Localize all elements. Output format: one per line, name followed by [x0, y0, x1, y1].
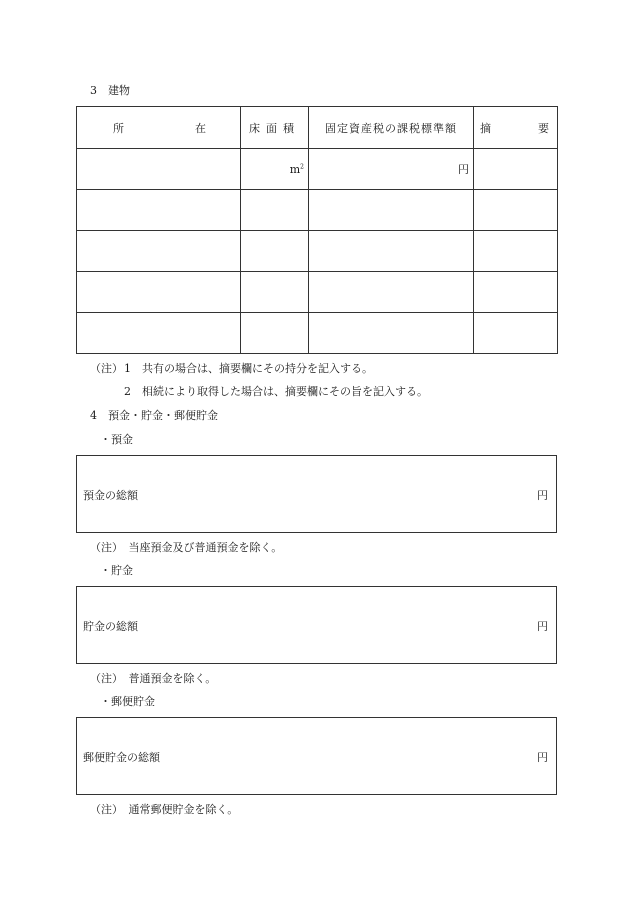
tax-value-cell[interactable]: [309, 190, 474, 231]
floor-area-cell[interactable]: [241, 190, 309, 231]
header-location-a: 所: [113, 121, 124, 135]
remarks-cell[interactable]: [474, 313, 558, 354]
remarks-cell[interactable]: [474, 272, 558, 313]
note-inheritance: 2 相続により取得した場合は、摘要欄にその旨を記入する。: [124, 385, 428, 398]
deposit-note: （注） 当座預金及び普通預金を除く。: [90, 541, 283, 554]
header-floor-area: 床面積: [241, 107, 309, 149]
tax-value-cell[interactable]: [309, 313, 474, 354]
table-row: [77, 149, 558, 190]
tax-value-cell[interactable]: [309, 231, 474, 272]
savings-total-label: 貯金の総額: [83, 620, 138, 633]
section-4-title: 4 預金・貯金・郵便貯金: [90, 409, 218, 422]
note-shared-ownership: 1 共有の場合は、摘要欄にその持分を記入する。: [124, 362, 373, 375]
deposit-total-label: 預金の総額: [83, 489, 138, 502]
floor-area-cell[interactable]: [241, 231, 309, 272]
remarks-cell[interactable]: [474, 149, 558, 190]
note-prefix: （注）: [90, 362, 123, 375]
table-row: [77, 190, 558, 231]
deposit-yen-unit: 円: [537, 489, 548, 502]
header-remarks-a: 摘: [480, 121, 491, 135]
header-remarks-b: 要: [538, 121, 549, 135]
header-remarks: [474, 107, 558, 149]
table-row: [77, 231, 558, 272]
location-cell[interactable]: [77, 313, 241, 354]
location-cell[interactable]: [77, 190, 241, 231]
savings-note: （注） 普通預金を除く。: [90, 672, 217, 685]
floor-area-cell[interactable]: [241, 313, 309, 354]
remarks-cell[interactable]: [474, 231, 558, 272]
tax-value-cell[interactable]: [309, 272, 474, 313]
postal-savings-box[interactable]: [76, 717, 557, 795]
savings-bullet: ・貯金: [100, 564, 133, 577]
savings-box[interactable]: [76, 586, 557, 664]
yen-unit: 円: [458, 163, 469, 176]
postal-savings-total-label: 郵便貯金の総額: [83, 751, 160, 764]
savings-yen-unit: 円: [537, 620, 548, 633]
table-row: [77, 313, 558, 354]
header-location-b: 在: [195, 121, 206, 135]
header-location: [77, 107, 241, 149]
area-unit: $m^2$: [289, 162, 304, 176]
location-cell[interactable]: [77, 231, 241, 272]
building-table: [76, 106, 558, 354]
location-cell[interactable]: [77, 272, 241, 313]
remarks-cell[interactable]: [474, 190, 558, 231]
postal-savings-bullet: ・郵便貯金: [100, 695, 155, 708]
location-cell[interactable]: [77, 149, 241, 190]
deposit-bullet: ・預金: [100, 433, 133, 446]
deposit-box[interactable]: [76, 455, 557, 533]
floor-area-cell[interactable]: [241, 149, 309, 190]
tax-value-cell[interactable]: [309, 149, 474, 190]
floor-area-cell[interactable]: [241, 272, 309, 313]
building-table-header-row: [77, 107, 558, 149]
postal-savings-note: （注） 通常郵便貯金を除く。: [90, 803, 239, 816]
postal-savings-yen-unit: 円: [537, 751, 548, 764]
section-3-title: 3 建物: [90, 84, 130, 97]
table-row: [77, 272, 558, 313]
header-tax-value: 固定資産税の課税標準額: [309, 107, 474, 149]
